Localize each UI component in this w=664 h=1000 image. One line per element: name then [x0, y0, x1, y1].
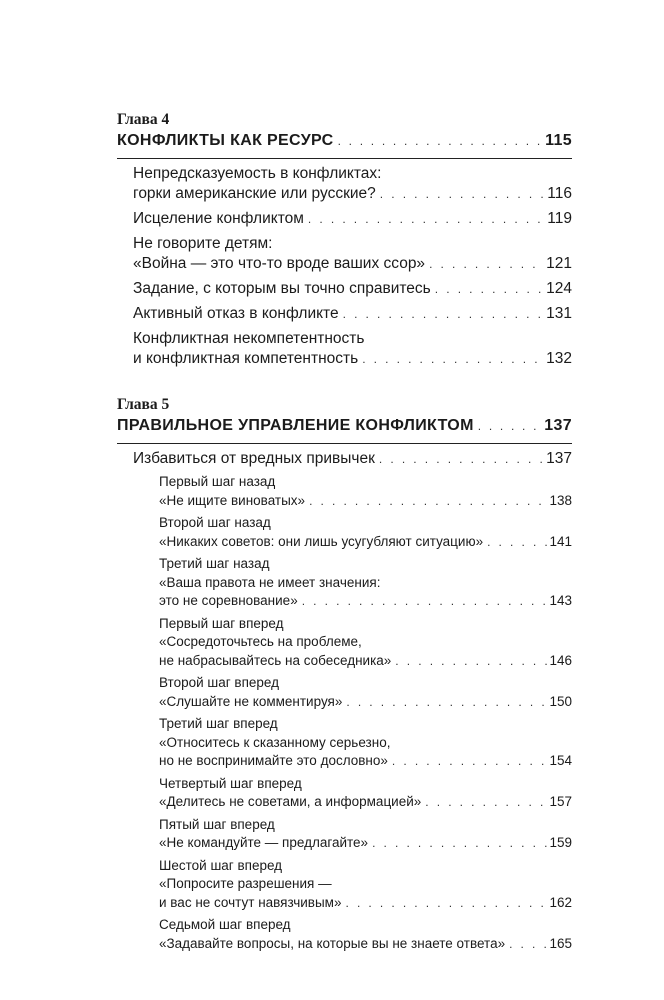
dot-leader: [435, 279, 544, 299]
entry-text: Третий шаг вперед: [159, 716, 278, 731]
dot-leader: [380, 184, 546, 204]
chapter-title-row[interactable]: [117, 415, 572, 437]
entry-text: «Задавайте вопросы, на которые вы не знаете ответа»: [159, 935, 506, 951]
dot-leader: [509, 935, 547, 954]
dot-leader: [487, 533, 547, 552]
chapter-rule: [117, 158, 572, 159]
page-number: 165: [549, 935, 572, 951]
page-number: 143: [549, 593, 572, 608]
dot-leader: [425, 793, 547, 812]
chapter-4-section: [117, 110, 572, 369]
page-number: 154: [549, 753, 572, 768]
entry-text: «Никаких советов: они лишь усугубляют ситуацию»: [159, 533, 484, 549]
entry-text: Шестой шаг вперед: [159, 857, 283, 873]
page-number: 159: [549, 835, 572, 850]
dot-leader: [343, 304, 545, 324]
page-number: 162: [549, 894, 572, 910]
dot-leader: [309, 492, 547, 511]
entry-text: Четвертый шаг вперед: [159, 775, 302, 791]
toc-subentry[interactable]: [159, 473, 572, 510]
toc-subentry[interactable]: [159, 775, 572, 812]
page-number: 115: [545, 132, 572, 149]
dot-leader: [429, 254, 544, 274]
toc-subentry[interactable]: [159, 674, 572, 711]
dot-leader: [379, 449, 544, 469]
page-number: 150: [549, 693, 572, 709]
chapter-title-row[interactable]: [117, 130, 572, 152]
entry-text: Непредсказуемость в конфликтах:: [133, 165, 382, 182]
dot-leader: [362, 349, 544, 369]
entry-text: не набрасывайтесь на собеседника»: [159, 652, 392, 668]
toc-entry[interactable]: [133, 279, 572, 299]
entry-text: «Относитесь к сказанному серьезно,: [159, 734, 391, 750]
chapter-rule: [117, 443, 572, 444]
entry-text: Пятый шаг вперед: [159, 816, 275, 832]
page-number: 157: [549, 794, 572, 809]
toc-entry[interactable]: [133, 304, 572, 324]
entry-text: и конфликтная компетентность: [133, 350, 359, 367]
chapter-title: КОНФЛИКТЫ КАК РЕСУРС: [117, 132, 334, 149]
dot-leader: [338, 130, 544, 152]
toc-subentry[interactable]: [159, 816, 572, 853]
toc-entry[interactable]: [133, 164, 572, 204]
chapter-5-section: [117, 395, 572, 953]
page-number: 116: [547, 185, 572, 202]
toc-subentry[interactable]: [159, 857, 572, 913]
entry-text: горки американские или русские?: [133, 185, 376, 202]
entry-text: Третий шаг назад: [159, 556, 270, 571]
toc-entry[interactable]: [133, 209, 572, 229]
toc-subentry[interactable]: [159, 715, 572, 771]
entry-text: «Не командуйте — предлагайте»: [159, 835, 369, 850]
dot-leader: [395, 652, 547, 671]
entry-text: «Ваша правота не имеет значения:: [159, 574, 381, 590]
entry-text: Активный отказ в конфликте: [133, 305, 339, 322]
dot-leader: [345, 894, 547, 913]
entry-text: это не соревнование»: [159, 593, 298, 608]
chapter-label: Глава 4: [117, 111, 170, 128]
table-of-contents: [117, 110, 572, 979]
dot-leader: [372, 834, 547, 853]
dot-leader: [346, 693, 547, 712]
dot-leader: [392, 752, 548, 771]
page-number: 146: [549, 652, 572, 668]
entry-text: Второй шаг вперед: [159, 675, 280, 690]
entry-text: Седьмой шаг вперед: [159, 917, 291, 932]
entry-text: «Попросите разрешения —: [159, 876, 332, 891]
entry-text: Избавиться от вредных привычек: [133, 450, 375, 467]
toc-entry[interactable]: [133, 329, 572, 369]
entry-text: «Сосредоточьтесь на проблеме,: [159, 634, 362, 649]
entry-text: Задание, с которым вы точно справитесь: [133, 280, 431, 297]
chapter-title: ПРАВИЛЬНОЕ УПРАВЛЕНИЕ КОНФЛИКТОМ: [117, 417, 474, 434]
entry-text: Не говорите детям:: [133, 235, 273, 252]
page-number: 141: [549, 533, 572, 549]
dot-leader: [478, 415, 542, 437]
page-number: 119: [547, 210, 572, 227]
entry-text: но не воспринимайте это дословно»: [159, 753, 388, 768]
toc-entry[interactable]: [133, 449, 572, 469]
dot-leader: [302, 592, 548, 611]
toc-subentry[interactable]: [159, 514, 572, 551]
page-number: 124: [546, 280, 572, 297]
page-number: 138: [549, 492, 572, 508]
chapter-label: Глава 5: [117, 396, 170, 413]
entry-text: «Не ищите виноватых»: [159, 492, 306, 508]
page-number: 131: [546, 305, 572, 322]
entry-text: «Слушайте не комментируя»: [159, 693, 343, 709]
entry-text: «Война — это что-то вроде ваших ссор»: [133, 255, 426, 272]
page-number: 121: [546, 255, 572, 272]
entry-text: Конфликтная некомпетентность: [133, 330, 365, 347]
toc-entry[interactable]: [133, 234, 572, 274]
page-number: 132: [546, 350, 572, 367]
entry-text: Первый шаг вперед: [159, 615, 284, 631]
toc-subentry[interactable]: [159, 555, 572, 611]
dot-leader: [308, 209, 545, 229]
entry-text: Исцеление конфликтом: [133, 210, 304, 227]
entry-text: «Делитесь не советами, а информацией»: [159, 794, 422, 809]
entry-text: и вас не сочтут навязчивым»: [159, 894, 342, 910]
toc-subentry[interactable]: [159, 615, 572, 671]
page-number: 137: [546, 450, 572, 467]
entry-text: Первый шаг назад: [159, 474, 276, 489]
entry-text: Второй шаг назад: [159, 515, 271, 530]
toc-subentry[interactable]: [159, 916, 572, 953]
page-number: 137: [544, 417, 572, 434]
